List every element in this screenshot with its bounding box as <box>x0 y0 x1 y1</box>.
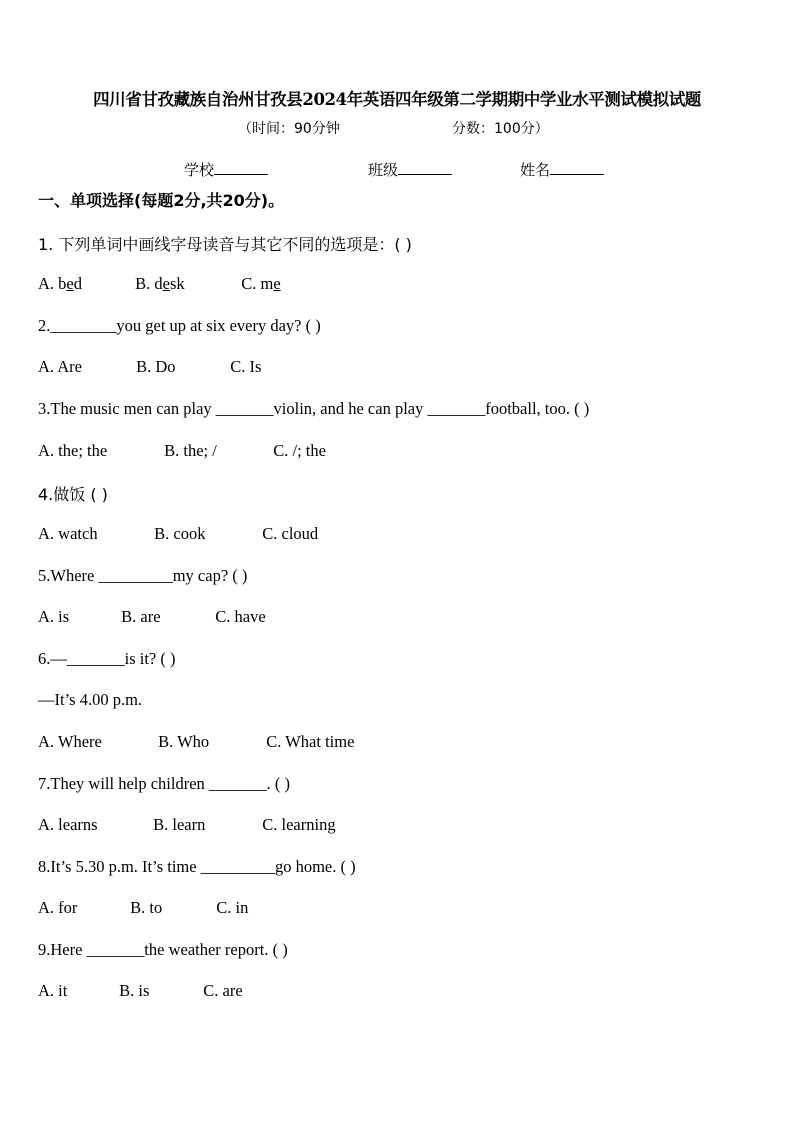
option-b[interactable] <box>135 274 237 294</box>
option-b[interactable]: B. Do <box>136 357 176 376</box>
school-field <box>184 159 268 180</box>
option-b[interactable]: B. are <box>121 607 161 626</box>
question-3-stem: 3.The music men can play _______violin, and he can play _______football, too. ( ) <box>38 399 590 418</box>
question-9-options <box>38 981 243 1001</box>
option-b[interactable]: B. Who <box>158 732 210 751</box>
underlined-letter: e <box>273 274 281 293</box>
question-9-stem: 9.Here _______the weather report. ( ) <box>38 940 288 959</box>
underlined-letter: e <box>66 274 74 293</box>
option-a[interactable]: A. the; the <box>38 441 108 460</box>
option-c[interactable]: C. in <box>216 898 249 917</box>
option-text: B. d <box>135 274 163 293</box>
option-c[interactable] <box>241 274 280 294</box>
option-c[interactable]: C. learning <box>262 815 336 834</box>
school-blank[interactable] <box>214 160 268 175</box>
option-text: C. m <box>241 274 274 293</box>
option-a[interactable]: A. is <box>38 607 70 626</box>
question-7-options <box>38 815 336 835</box>
option-c[interactable]: C. What time <box>266 732 355 751</box>
option-c[interactable]: C. have <box>215 607 266 626</box>
name-field <box>520 159 604 180</box>
question-8-options <box>38 898 248 918</box>
exam-title: 四川省甘孜藏族自治州甘孜县2024年英语四年级第二学期期中学业水平测试模拟试题 <box>93 90 701 109</box>
option-c[interactable]: C. /; the <box>273 441 326 460</box>
question-2-options <box>38 357 261 377</box>
question-2-stem: 2.________you get up at six every day? ( ) <box>38 316 321 335</box>
question-1-stem: 1. 下列单词中画线字母读音与其它不同的选项是：( ) <box>38 235 412 254</box>
option-b[interactable]: B. is <box>119 981 150 1000</box>
question-4-stem: 4.做饭 ( ) <box>38 485 108 504</box>
option-b[interactable]: B. learn <box>153 815 206 834</box>
total-score: 分数：100分） <box>452 121 549 137</box>
option-a[interactable]: A. it <box>38 981 68 1000</box>
option-c[interactable]: C. cloud <box>262 524 319 543</box>
class-blank[interactable] <box>398 160 452 175</box>
question-5-options <box>38 607 266 627</box>
class-label: 班级 <box>368 161 399 179</box>
time-limit: （时间：90分钟 <box>238 121 340 137</box>
option-text: A. b <box>38 274 67 293</box>
option-b[interactable]: B. the; / <box>164 441 217 460</box>
option-a[interactable]: A. Where <box>38 732 102 751</box>
option-b[interactable]: B. to <box>130 898 163 917</box>
question-4-options <box>38 524 318 544</box>
question-6-stem: 6.—_______is it? ( ) <box>38 649 176 668</box>
option-c[interactable]: C. Is <box>230 357 262 376</box>
option-a[interactable]: A. learns <box>38 815 98 834</box>
question-8-stem: 8.It’s 5.30 p.m. It’s time _________go home. ( ) <box>38 857 356 876</box>
option-a[interactable]: A. watch <box>38 524 98 543</box>
question-3-options <box>38 441 326 461</box>
question-6-response: —It’s 4.00 p.m. <box>38 690 143 709</box>
option-text: d <box>73 274 82 293</box>
underlined-letter: e <box>162 274 170 293</box>
question-5-stem: 5.Where _________my cap? ( ) <box>38 566 248 585</box>
school-label: 学校 <box>184 161 215 179</box>
question-6-options <box>38 732 354 752</box>
option-a[interactable]: A. Are <box>38 357 82 376</box>
name-blank[interactable] <box>550 160 604 175</box>
section-heading: 一、单项选择(每题2分,共20分)。 <box>38 191 285 210</box>
question-1-options <box>38 274 281 294</box>
option-text: sk <box>169 274 185 293</box>
option-c[interactable]: C. are <box>203 981 243 1000</box>
option-a[interactable] <box>38 274 131 294</box>
option-a[interactable]: A. for <box>38 898 78 917</box>
class-field <box>368 159 452 180</box>
question-7-stem: 7.They will help children _______. ( ) <box>38 774 291 793</box>
option-b[interactable]: B. cook <box>154 524 206 543</box>
name-label: 姓名 <box>520 161 551 179</box>
